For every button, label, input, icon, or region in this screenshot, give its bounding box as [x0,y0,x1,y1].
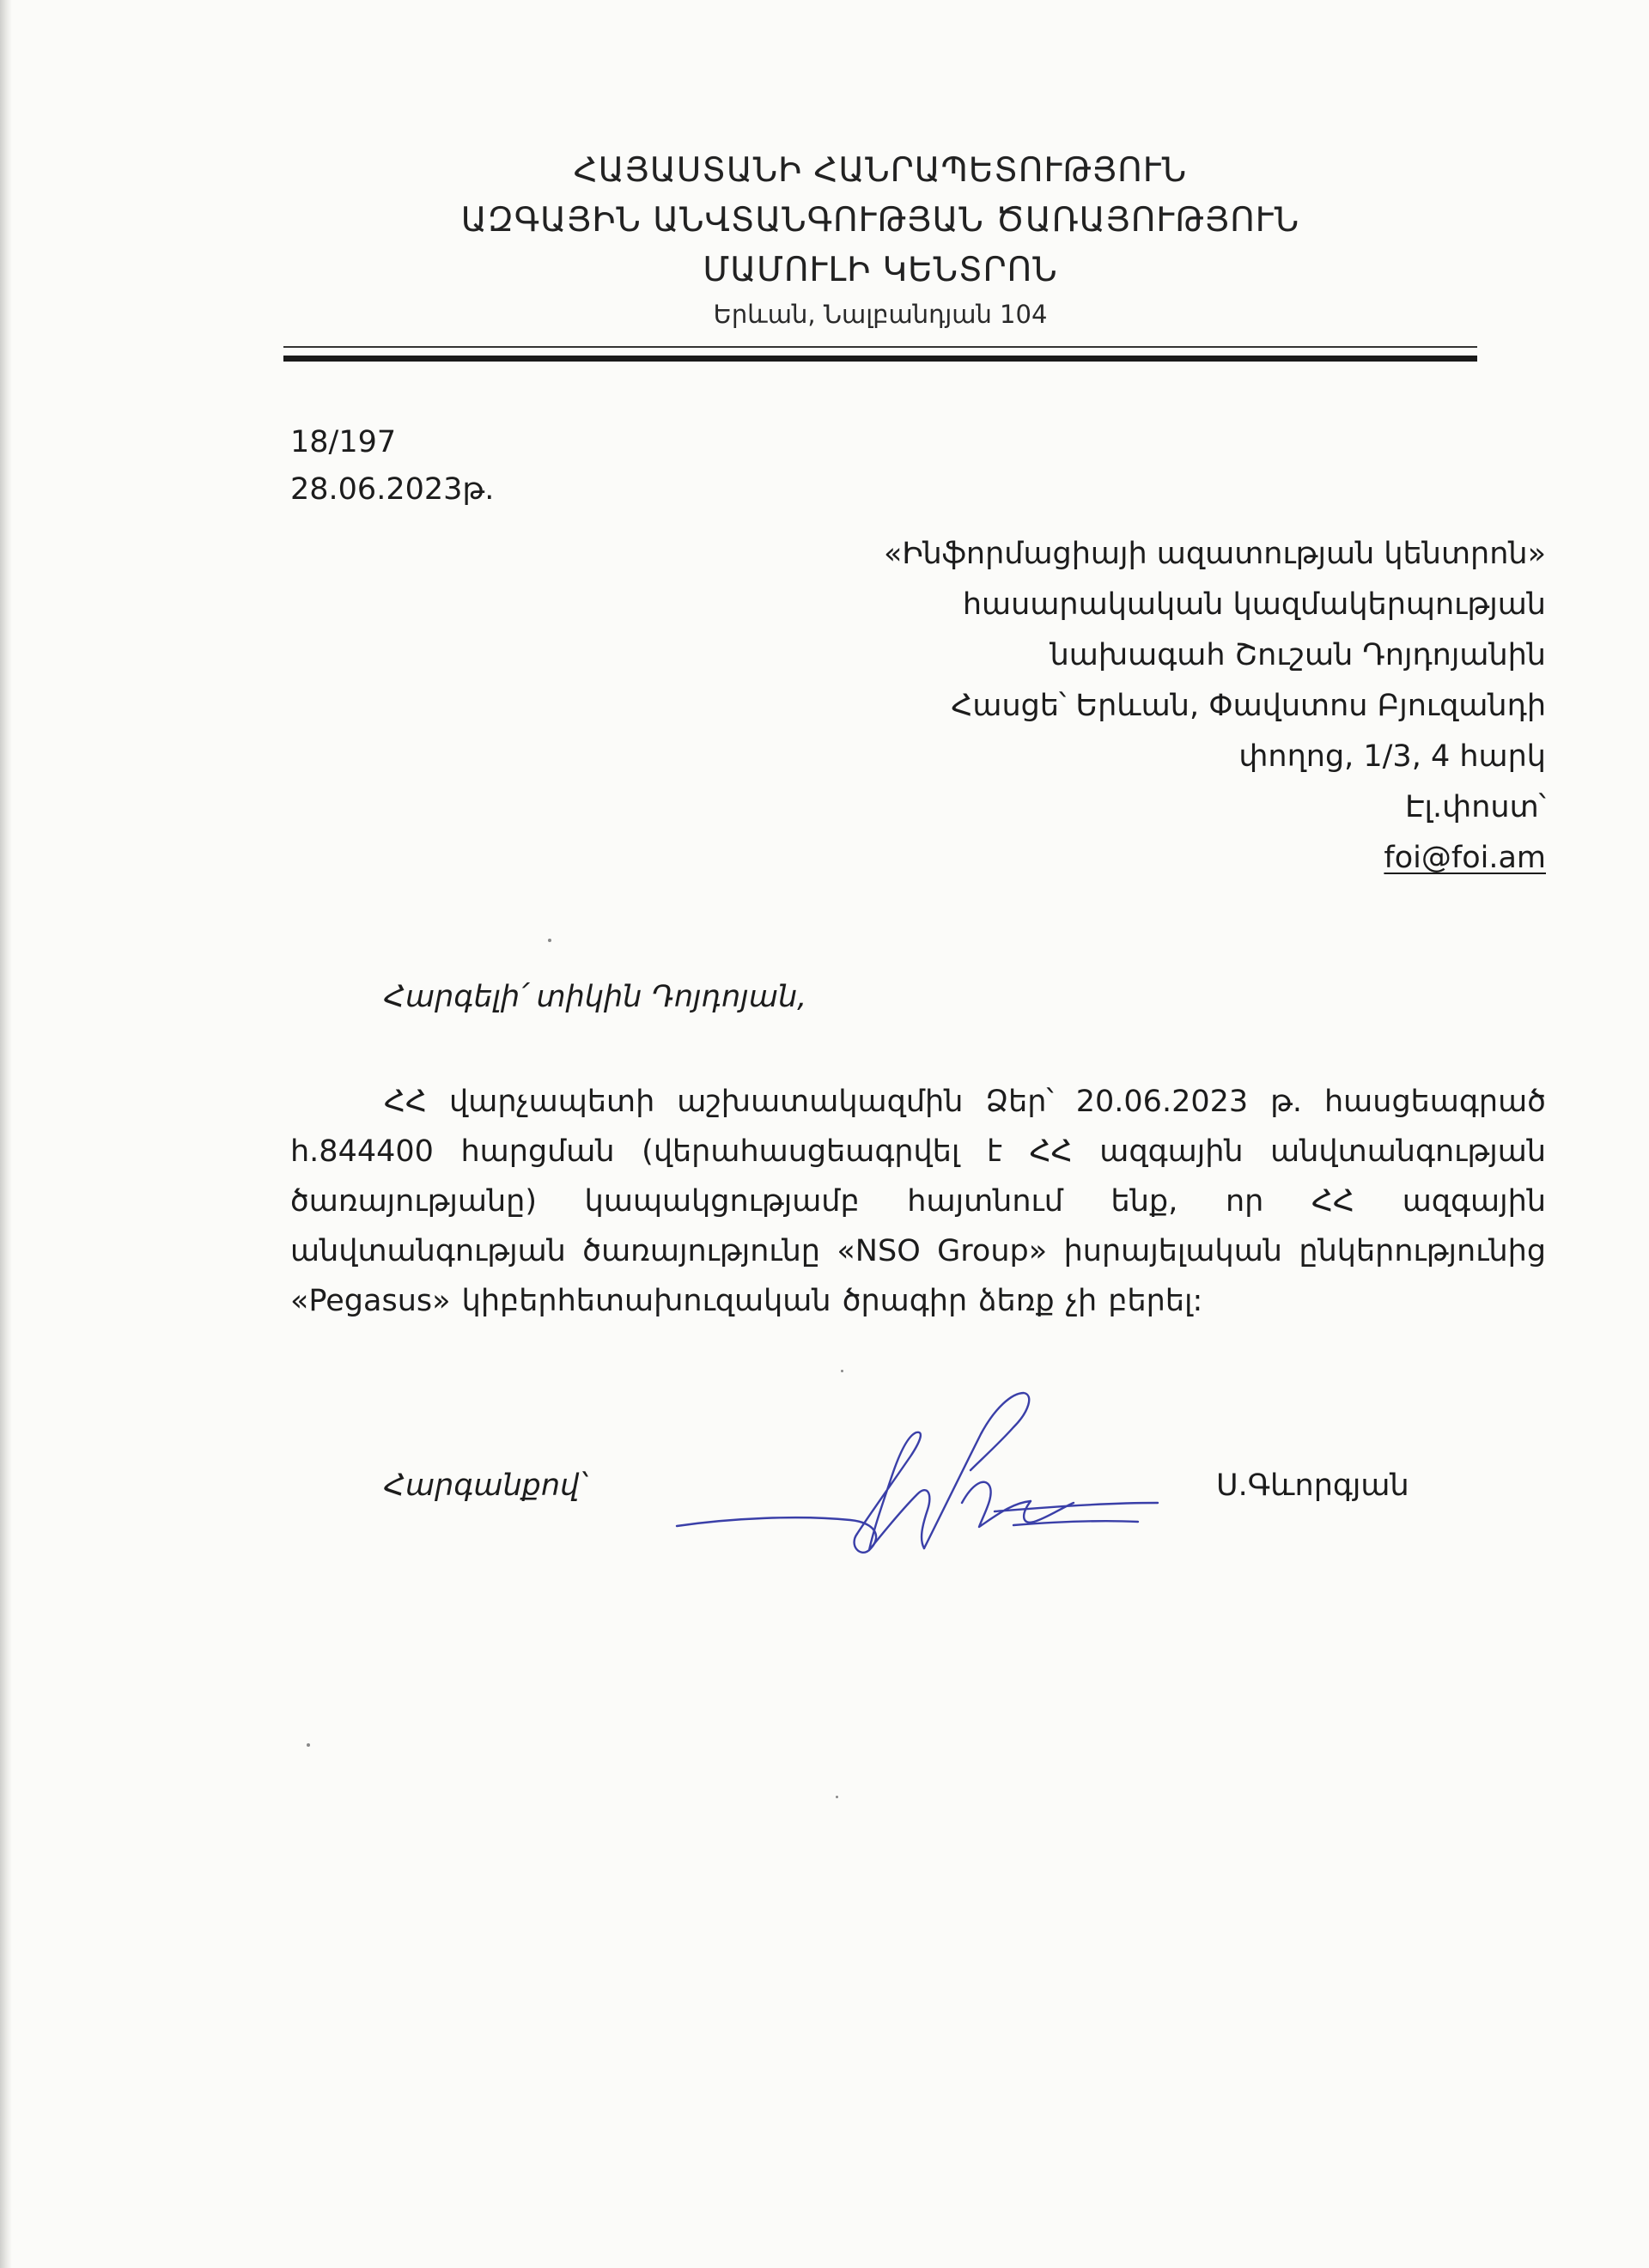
letterhead-address: Երևան, Նալբանդյան 104 [713,300,1048,329]
scan-speck [841,1370,843,1372]
scan-speck [307,1743,310,1747]
scan-speck [548,939,551,942]
letterhead-country: ՀԱՅԱՍՏԱՆԻ ՀԱՆՐԱՊԵՏՈՒԹՅՈՒՆ [573,151,1188,190]
letterhead-rule-thin [283,346,1477,348]
reference-block [290,419,494,514]
reference-date: 28.06.2023թ. [290,472,495,507]
scan-speck [836,1796,838,1798]
recipient-block [687,529,1546,884]
salutation: Հարգելի՛ տիկին Դոյդոյան, [384,980,807,1014]
letterhead-agency: ԱԶԳԱՅԻՆ ԱՆՎՏԱՆԳՈՒԹՅԱՆ ԾԱՌԱՅՈՒԹՅՈՒՆ [460,201,1300,240]
closing: Հարգանքով՝ [384,1468,587,1503]
recipient-email-label: Էլ.փոստ՝ [1405,790,1546,824]
signatory-name: Ս.Գևորգյան [1216,1468,1409,1503]
letter-body: ՀՀ վարչապետի աշխատակազմին Ձեր՝ 20.06.2023 թ. հասցեագրած հ.844400 հարցման (վերահասցեագրվել է ՀՀ ազգային անվտանգության ծառայությանը) կապակցությամբ հայտնում ենք, որ ՀՀ ազգային անվտանգության ծառայությունը «NSO Group» իսրայելական ընկերությունից «Pegasus» կիբերհետախուզական ծրագիր ձեռք չի բերել: [290,1085,1546,1318]
letterhead [283,146,1477,331]
recipient-email-line [687,782,1546,884]
recipient-organization: «Ինֆորմացիայի ազատության կենտրոն» [883,537,1546,571]
handwritten-signature [670,1374,1168,1580]
letterhead-rule-thick [283,356,1477,362]
recipient-email-link[interactable]: foi@foi.am [1384,841,1546,875]
recipient-address-line1: Հասցե՝ Երևան, Փավստոս Բյուզանդի [951,689,1546,723]
recipient-organization-type: հասարակական կազմակերպության [962,587,1546,622]
recipient-address-line2: փողոց, 1/3, 4 հարկ [1238,739,1546,774]
reference-number: 18/197 [290,425,397,459]
recipient-name: նախագահ Շուշան Դոյդոյանին [1050,638,1546,672]
letterhead-department: ՄԱՄՈՒԼԻ ԿԵՆՏՐՈՆ [703,251,1058,289]
scan-edge-shadow [0,0,12,2268]
